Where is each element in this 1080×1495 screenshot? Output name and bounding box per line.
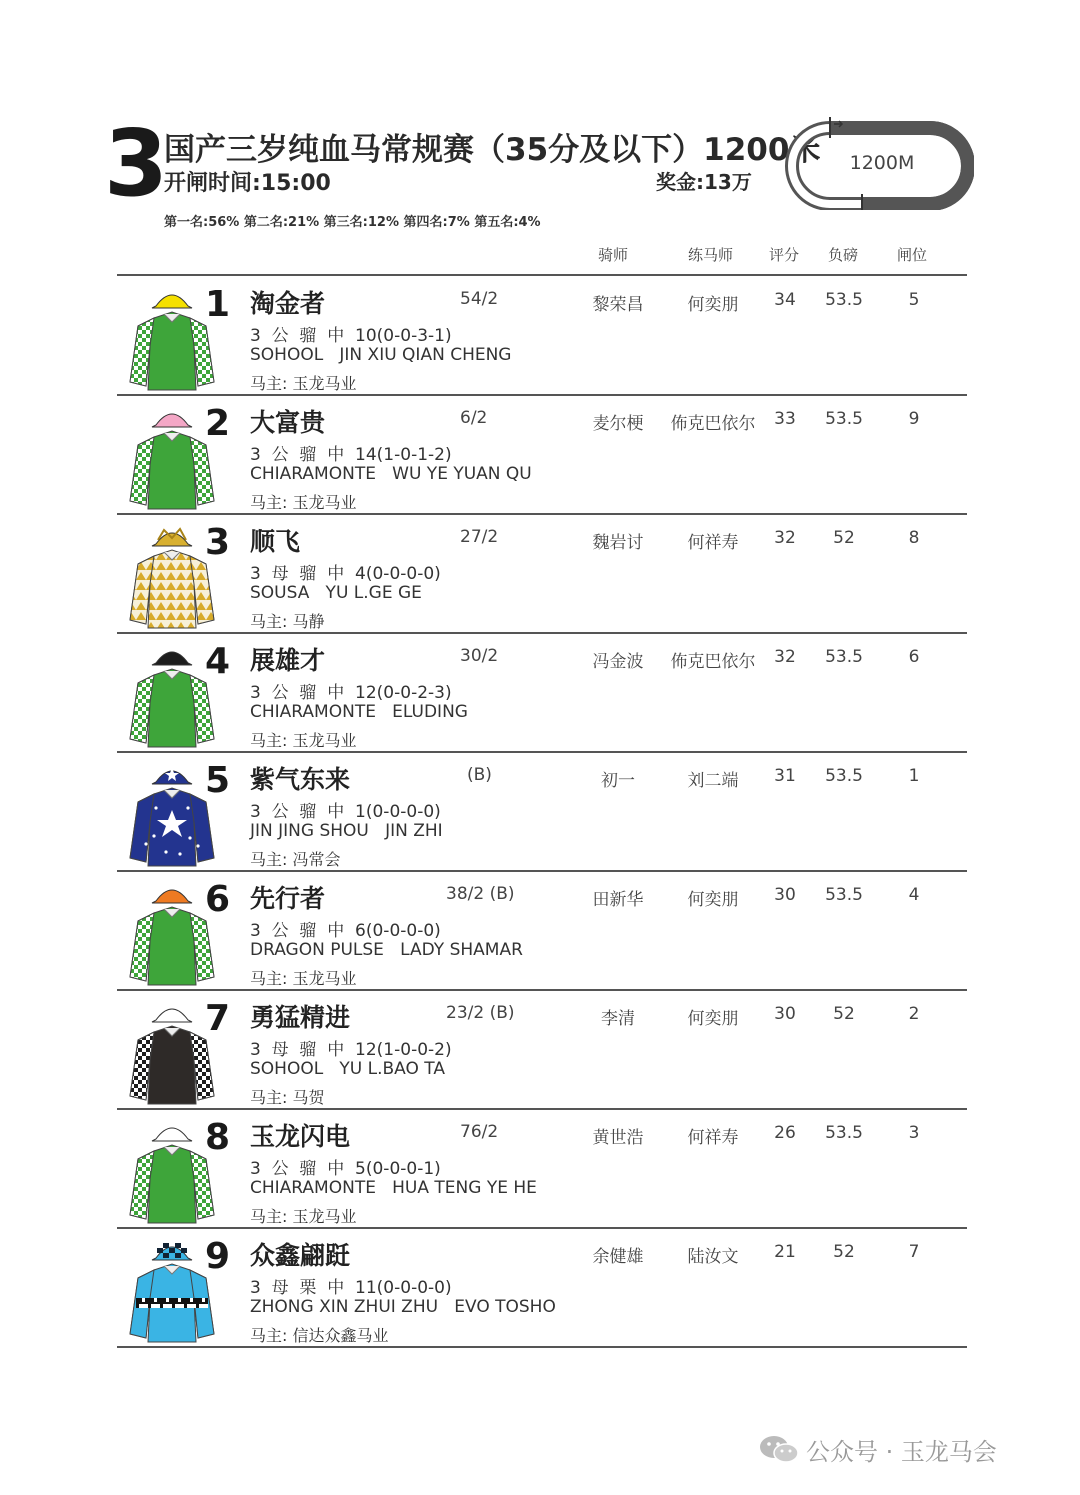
trainer: 佈克巴依尔 — [670, 414, 756, 434]
horse-row — [0, 397, 1080, 516]
divider — [117, 989, 967, 991]
jockey: 黎荣昌 — [592, 295, 644, 315]
horse-details: 3 公 骝 中 10(0-0-3-1) — [250, 326, 452, 346]
horse-name: 展雄才 — [250, 646, 326, 675]
horse-name: 玉龙闪电 — [250, 1122, 351, 1151]
horse-number: 6 — [205, 879, 231, 920]
horse-name: 大富贵 — [250, 408, 326, 437]
weight: 53.5 — [825, 1123, 863, 1143]
trainer: 佈克巴依尔 — [670, 652, 756, 672]
draw: 2 — [908, 1004, 920, 1024]
horse-name: 紫气东来 — [250, 765, 351, 794]
draw: 6 — [908, 647, 920, 667]
horse-details: 3 公 骝 中 5(0-0-0-1) — [250, 1159, 441, 1179]
odds: 38/2 (B) — [446, 884, 515, 904]
horse-details: 3 公 骝 中 1(0-0-0-0) — [250, 802, 441, 822]
draw: 4 — [908, 885, 920, 905]
rating: 33 — [774, 409, 796, 429]
weight: 53.5 — [825, 766, 863, 786]
horse-row — [0, 1111, 1080, 1230]
weight: 53.5 — [825, 647, 863, 667]
race-number: 3 — [104, 110, 167, 217]
col-draw: 闸位 — [897, 246, 928, 264]
draw: 1 — [908, 766, 920, 786]
horse-details: 3 母 骝 中 4(0-0-0-0) — [250, 564, 441, 584]
owner: 马主: 玉龙马业 — [250, 1207, 357, 1226]
horse-row — [0, 278, 1080, 397]
draw: 9 — [908, 409, 920, 429]
horse-row — [0, 635, 1080, 754]
prize-money: 奖金:13万 — [656, 170, 752, 194]
rating: 31 — [774, 766, 796, 786]
breeding: DRAGON PULSE LADY SHAMAR — [250, 940, 523, 960]
race-title: 国产三岁纯血马常规赛（35分及以下）1200米 — [164, 132, 821, 168]
owner: 马主: 马静 — [250, 612, 325, 631]
owner: 马主: 玉龙马业 — [250, 374, 357, 393]
divider — [117, 513, 967, 515]
trainer: 何奕朋 — [687, 1009, 739, 1029]
payout-distribution: 第一名:56% 第二名:21% 第三名:12% 第四名:7% 第五名:4% — [164, 215, 541, 230]
track-distance: 1200M — [849, 152, 915, 174]
trainer: 刘二端 — [687, 771, 739, 791]
breeding: CHIARAMONTE WU YE YUAN QU — [250, 464, 532, 484]
breeding: SOUSA YU L.GE GE — [250, 583, 422, 603]
col-trainer: 练马师 — [688, 246, 734, 264]
odds: 6/2 — [460, 408, 488, 428]
divider — [117, 632, 967, 634]
col-rating: 评分 — [769, 246, 800, 264]
horse-row — [0, 992, 1080, 1111]
trainer: 何祥寿 — [687, 1128, 739, 1148]
odds: 54/2 — [460, 289, 499, 309]
rating: 30 — [774, 885, 796, 905]
rating: 21 — [774, 1242, 796, 1262]
jockey: 余健雄 — [592, 1247, 644, 1267]
horse-number: 9 — [205, 1236, 231, 1277]
divider — [117, 751, 967, 753]
divider — [117, 870, 967, 872]
jockey: 初一 — [601, 771, 635, 791]
weight: 52 — [833, 1242, 855, 1262]
weight: 53.5 — [825, 290, 863, 310]
divider — [117, 394, 967, 396]
odds: (B) — [467, 765, 492, 785]
breeding: SOHOOL JIN XIU QIAN CHENG — [250, 345, 512, 365]
draw: 8 — [908, 528, 920, 548]
start-time: 开闸时间:15:00 — [164, 171, 331, 196]
horse-number: 5 — [205, 760, 231, 801]
owner: 马主: 信达众鑫马业 — [250, 1326, 389, 1345]
weight: 53.5 — [825, 409, 863, 429]
col-weight: 负磅 — [828, 246, 859, 264]
owner: 马主: 玉龙马业 — [250, 969, 357, 988]
horse-name: 勇猛精进 — [250, 1003, 351, 1032]
weight: 52 — [833, 528, 855, 548]
rating: 32 — [774, 647, 796, 667]
horse-number: 7 — [205, 998, 231, 1039]
wechat-icon — [758, 1434, 800, 1464]
odds: 76/2 — [460, 1122, 499, 1142]
rating: 26 — [774, 1123, 796, 1143]
horse-name: 淘金者 — [250, 289, 326, 318]
breeding: CHIARAMONTE HUA TENG YE HE — [250, 1178, 537, 1198]
horse-number: 4 — [205, 641, 231, 682]
odds: 23/2 (B) — [446, 1003, 515, 1023]
rating: 34 — [774, 290, 796, 310]
horse-details: 3 公 骝 中 6(0-0-0-0) — [250, 921, 441, 941]
divider — [117, 1346, 967, 1348]
breeding: ZHONG XIN ZHUI ZHU EVO TOSHO — [250, 1297, 556, 1317]
horse-number: 8 — [205, 1117, 231, 1158]
horse-row — [0, 516, 1080, 635]
owner: 马主: 玉龙马业 — [250, 731, 357, 750]
jockey: 麦尔梗 — [592, 414, 644, 434]
jockey: 冯金波 — [592, 652, 644, 672]
breeding: JIN JING SHOU JIN ZHI — [250, 821, 443, 841]
owner: 马主: 马贺 — [250, 1088, 325, 1107]
horse-row — [0, 873, 1080, 992]
owner: 马主: 玉龙马业 — [250, 493, 357, 512]
horse-name: 众鑫翩跹 — [250, 1241, 351, 1270]
trainer: 陆汝文 — [687, 1247, 739, 1267]
jockey: 李清 — [601, 1009, 635, 1029]
rating: 32 — [774, 528, 796, 548]
odds: 27/2 — [460, 527, 499, 547]
divider — [117, 1227, 967, 1229]
rating: 30 — [774, 1004, 796, 1024]
draw: 7 — [908, 1242, 920, 1262]
col-jockey: 骑师 — [598, 246, 629, 264]
horse-row — [0, 1230, 1080, 1349]
divider — [117, 1108, 967, 1110]
weight: 52 — [833, 1004, 855, 1024]
trainer: 何奕朋 — [687, 890, 739, 910]
jockey: 黄世浩 — [592, 1128, 644, 1148]
breeding: CHIARAMONTE ELUDING — [250, 702, 468, 722]
trainer: 何祥寿 — [687, 533, 739, 553]
horse-details: 3 母 栗 中 11(0-0-0-0) — [250, 1278, 452, 1298]
weight: 53.5 — [825, 885, 863, 905]
horse-details: 3 公 骝 中 12(0-0-2-3) — [250, 683, 452, 703]
horse-name: 顺飞 — [250, 527, 301, 556]
draw: 5 — [908, 290, 920, 310]
trainer: 何奕朋 — [687, 295, 739, 315]
owner: 马主: 冯常会 — [250, 850, 341, 869]
horse-details: 3 公 骝 中 14(1-0-1-2) — [250, 445, 452, 465]
watermark: 公众号 · 玉龙马会 — [806, 1438, 997, 1466]
jockey: 田新华 — [592, 890, 644, 910]
horse-number: 1 — [205, 284, 231, 325]
horse-row — [0, 754, 1080, 873]
horse-number: 3 — [205, 522, 231, 563]
jockey: 魏岩讨 — [592, 533, 644, 553]
horse-name: 先行者 — [250, 884, 326, 913]
horse-details: 3 母 骝 中 12(1-0-0-2) — [250, 1040, 452, 1060]
draw: 3 — [908, 1123, 920, 1143]
divider — [117, 274, 967, 276]
odds: 30/2 — [460, 646, 499, 666]
horse-number: 2 — [205, 403, 231, 444]
breeding: SOHOOL YU L.BAO TA — [250, 1059, 445, 1079]
